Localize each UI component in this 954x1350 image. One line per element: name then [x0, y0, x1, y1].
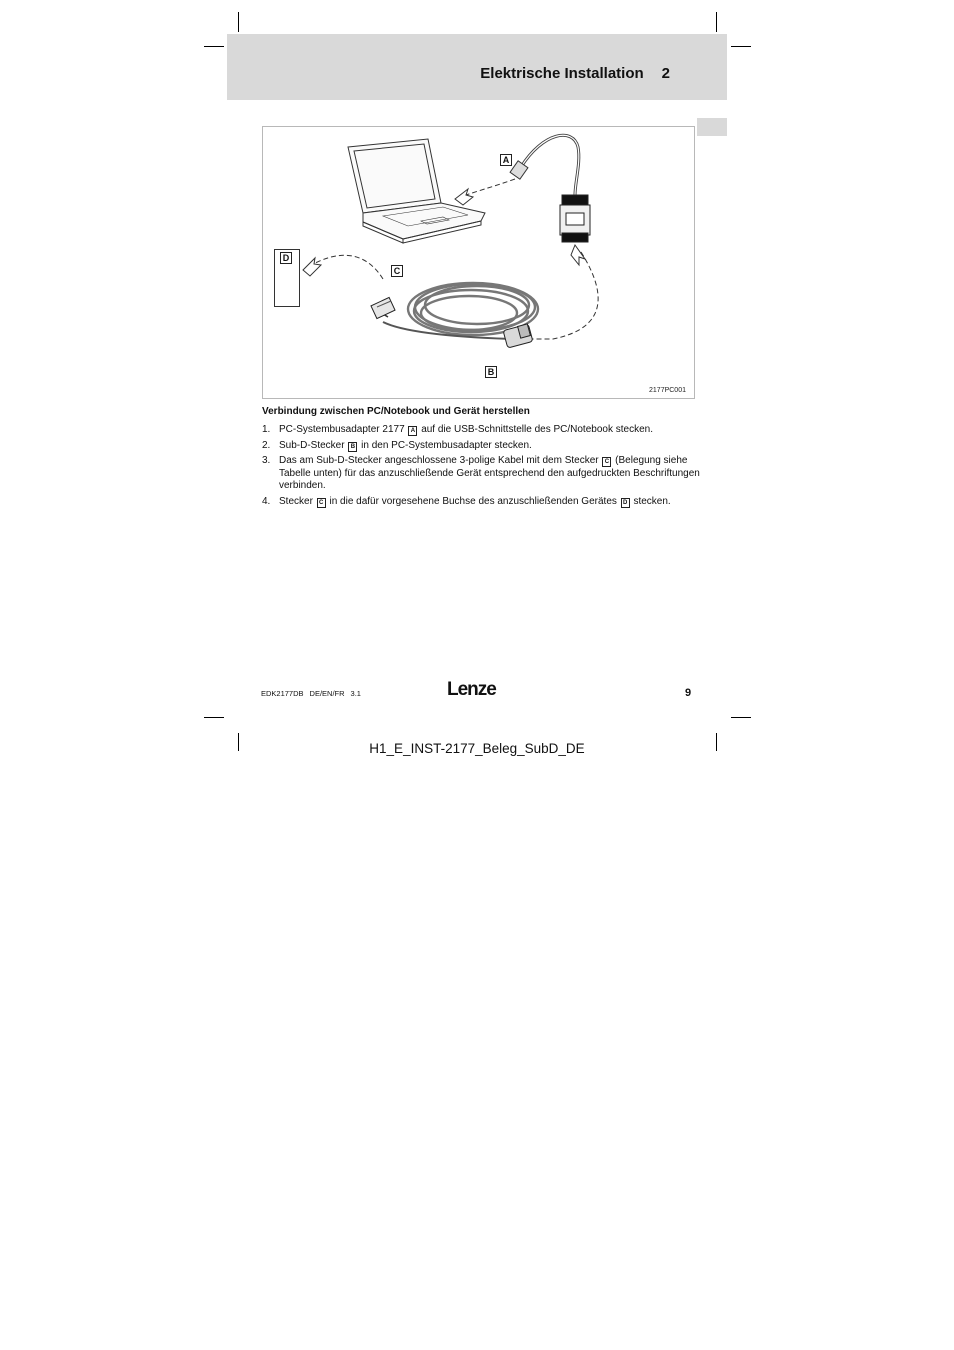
step-text: (Belegung siehe Tabelle unten) für das anzuschließende Gerät entsprechend den aufgedruckten Beschriftungen verbinden.	[279, 455, 700, 491]
step-item	[262, 455, 702, 493]
step-text: in den PC-Systembusadapter stecken.	[361, 439, 532, 451]
label-a: A	[500, 154, 512, 166]
connection-illustration	[263, 127, 694, 398]
crop-mark	[204, 717, 224, 718]
step-number: 4.	[262, 495, 271, 507]
ref-label-b: B	[348, 442, 357, 452]
figure-id: 2177PC001	[649, 387, 686, 394]
step-number: 3.	[262, 455, 271, 466]
step-text: PC-Systembusadapter 2177	[279, 424, 405, 435]
crop-mark	[204, 46, 224, 47]
arrow-heads	[303, 189, 585, 276]
ref-label-d: D	[621, 498, 630, 508]
step-text: in die dafür vorgesehene Buchse des anzuschließenden Gerätes	[329, 495, 617, 507]
lenze-logo: Lenze	[447, 679, 496, 700]
crop-mark	[731, 717, 751, 718]
doc-code: EDK2177DB	[261, 689, 304, 698]
step-text: Das am Sub-D-Stecker angeschlossene 3-polige Kabel mit dem Stecker	[279, 455, 599, 466]
step-text: Sub-D-Stecker	[279, 439, 345, 451]
laptop-illustration	[348, 139, 485, 243]
label-b: B	[485, 366, 497, 378]
document-slug: H1_E_INST-2177_Beleg_SubD_DE	[369, 741, 585, 756]
step-text: Stecker	[279, 495, 313, 507]
ref-label-a: A	[408, 426, 417, 436]
doc-languages: DE/EN/FR	[309, 689, 345, 698]
instruction-steps	[262, 424, 702, 511]
step-number: 1.	[262, 424, 271, 435]
chapter-side-tab	[697, 118, 727, 136]
step-text: auf die USB-Schnittstelle des PC/Notebook stecken.	[421, 424, 653, 435]
ref-label-c: C	[317, 498, 326, 508]
chapter-title-text: Elektrische Installation	[480, 65, 644, 82]
usb-cable	[510, 135, 579, 195]
connection-figure	[262, 126, 695, 399]
terminal-connector	[371, 297, 395, 318]
footer-document-code	[261, 689, 367, 698]
step-item	[262, 440, 702, 453]
page-number: 9	[685, 687, 692, 699]
crop-mark	[731, 46, 751, 47]
doc-version: 3.1	[350, 689, 361, 698]
connection-arrows	[308, 179, 598, 339]
device-d	[274, 249, 300, 307]
chapter-title	[480, 65, 670, 82]
step-item	[262, 496, 702, 509]
step-item	[262, 424, 702, 437]
label-d: D	[280, 252, 292, 264]
step-text: stecken.	[633, 495, 671, 507]
chapter-header	[227, 34, 727, 100]
section-heading: Verbindung zwischen PC/Notebook und Gerät herstellen	[262, 406, 530, 417]
ref-label-c: C	[602, 457, 611, 467]
crop-mark	[716, 12, 717, 32]
label-c: C	[391, 265, 403, 277]
systembus-adapter	[560, 195, 590, 242]
crop-mark	[238, 12, 239, 32]
chapter-number: 2	[661, 65, 670, 82]
step-number: 2.	[262, 439, 271, 451]
